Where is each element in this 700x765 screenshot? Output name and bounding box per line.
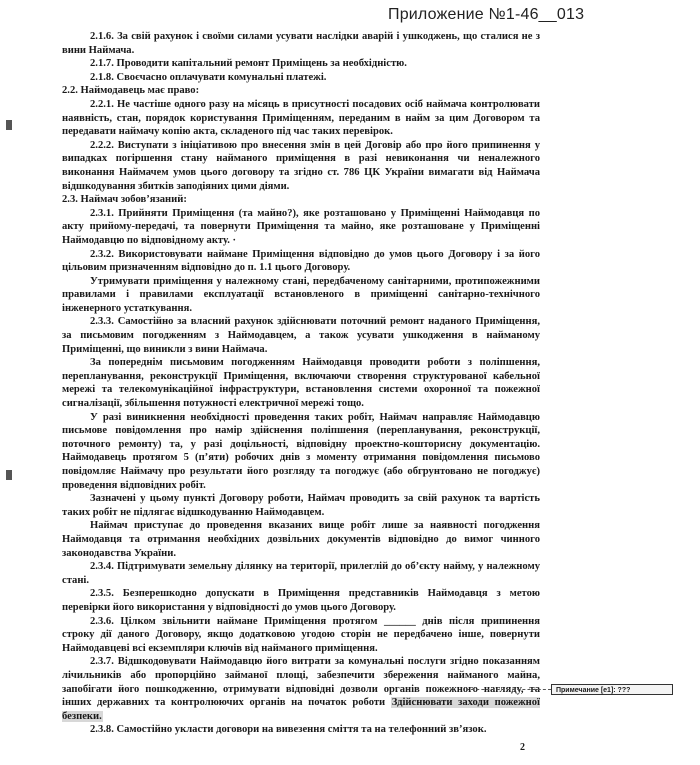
paragraph: 2.2.2. Виступати з ініціативою про внесення змін в цей Договір або про його припинення у випадках погіршення стану найманого приміщення в разі невиконання чи неналежного виконання Наймачем умов цього договору та згідно ст. 786 ЦК України вимагати від Наймача відшкодування збитків заподіяних цими діями. (62, 139, 540, 192)
paragraph: Утримувати приміщення у належному стані, передбаченому санітарними, протипожежними правилами і правилами експлуатації встановленого в приміщенні санітарно-технічного інженерного устаткування. (62, 275, 540, 314)
paragraph: У разі виникнення необхідності проведення таких робіт, Наймач направляє Наймодавцю письмове повідомлення про намір здійснення поліпшення (перепланування, реконструкції, поточного ремонту) та, у разі доцільності, відповідну проектно-кошторисну документацію. Наймодавець протягом 5 (п’яти) робочих днів з моменту отримання повідомлення письмово повідомляє Наймачу про результати його розгляду та погоджує (або обгрунтовано не погоджує) проведення відповідних робіт. (62, 411, 540, 491)
comment-balloon[interactable]: Примечание [e1]: ??? (551, 684, 673, 695)
paragraph: 2.2.1. Не частіше одного разу на місяць в присутності посадових осіб наймача контролювати наявність, стан, порядок користування Приміщенням, переданим в найм за цим Договором та передавати наймачу копію акта, складеного під час таких перевірок. (62, 98, 540, 138)
paragraph: 2.1.7. Проводити капітальний ремонт Приміщень за необхідністю. (90, 58, 407, 70)
section-heading: 2.2. Наймодавець має право: (62, 85, 200, 97)
paragraph: 2.3.8. Самостійно укласти договори на вивезення сміття та на телефонний зв’язок. (90, 724, 487, 736)
paragraph: Зазначені у цьому пункті Договору роботи, Наймач проводить за свій рахунок та вартість таких робіт не підлягає відшкодуванню Наймодавцем. (62, 493, 540, 518)
comment-connector (466, 689, 551, 690)
paragraph: 2.1.6. За свій рахунок і своїми силами усувати наслідки аварій і ушкоджень, що сталися не з вини Наймача. (62, 31, 540, 56)
binding-mark (6, 470, 12, 480)
paragraph: 2.3.4. Підтримувати земельну ділянку на території, прилеглій до об’єкту найму, у належному стані. (62, 561, 540, 586)
binding-mark (6, 120, 12, 130)
page-number: 2 (520, 742, 525, 753)
section-heading: 2.3. Наймач зобов’язаний: (62, 194, 187, 206)
paragraph: 2.3.2. Використовувати наймане Приміщення відповідно до умов цього Договору і за його цільовим призначенням відповідно до п. 1.1 цього Договору. (62, 248, 540, 274)
paragraph-text: 2.3.7. Відшкодовувати Наймодавцю його витрати за комунальні послуги згідно показанням лічильників або пропорційно займаної площі, забезпечити збереження найманого майна, запобігати його пошкодженню, отримувати відповідні дозволи органів пожежного нагляду, та інших державних та контролюючих органів на початок роботи (62, 656, 540, 709)
paragraph: 2.3.3. Самостійно за власний рахунок здійснювати поточний ремонт наданого Приміщення, за письмовим погодженням з Наймодавцем, а також усувати ушкодження в найманому Приміщенні, що виникли з вини Наймача. (62, 316, 540, 355)
document-body (62, 30, 540, 737)
commented-text[interactable]: Здійснювати заходи пожежної безпеки. (62, 697, 540, 722)
paragraph: 2.3.1. Прийняти Приміщення (та майно?), яке розташовано у Приміщенні Наймодавця по акту прийому-передачі, та повернути Приміщення та майно, яке розташоване у Приміщенні Наймодавцю по відповідному акту. · (62, 207, 540, 246)
paragraph: 2.3.6. Цілком звільнити наймане Приміщення протягом ______ днів після припинення строку дії даного Договору, якщо додатковою угодою сторін не передбачено інше, повернути Наймодавцеві всі екземпляри ключів від найманого приміщення. (62, 615, 540, 654)
paragraph: За попереднім письмовим погодженням Наймодавця проводити роботи з поліпшення, перепланування, реконструкції Приміщення, включаючи створення структурованої кабельної мережі та телекомунікаційної інфраструктури, встановлення системи охоронної та пожежної сигналізації, збільшення потужності електричної мережі тощо. (62, 357, 540, 410)
paragraph: 2.3.5. Безперешкодно допускати в Приміщення представників Наймодавця з метою перевірки його використання у відповідності до умов цього Договору. (62, 588, 540, 613)
paragraph: 2.1.8. Своєчасно оплачувати комунальні платежі. (90, 71, 327, 83)
paragraph: Наймач приступає до проведення вказаних вище робіт лише за наявності погодження Наймодавця та отримання необхідних дозвільних документів відповідно до вимог чинного законодавства України. (62, 520, 540, 559)
document-header-label: Приложение №1-46__013 (388, 6, 585, 23)
